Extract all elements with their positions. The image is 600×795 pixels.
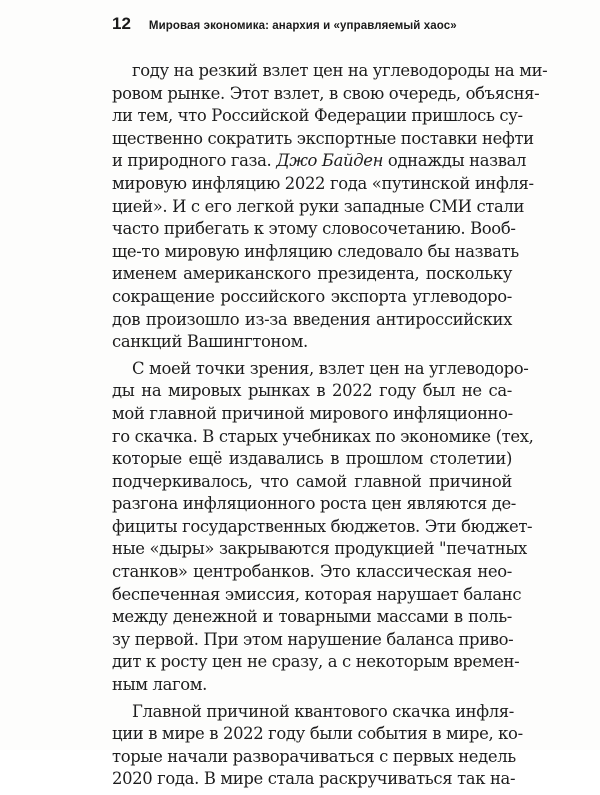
text-line: ные «дыры» закрываются продукцией "печатных — [112, 539, 527, 559]
text-line: ции в мире в 2022 году были события в мире, ко- — [112, 724, 523, 744]
text-line: между денежной и товарными массами в поль- — [112, 607, 512, 627]
paragraph — [112, 701, 523, 791]
text-line: беспеченная эмиссия, которая нарушает баланс — [112, 584, 522, 604]
text-line: именем американского президента, поскольку — [112, 264, 512, 284]
text-line: 2020 года. В мире стала раскручиваться так на- — [112, 769, 516, 789]
text-line: станков» центробанков. Это классическая нео- — [112, 562, 512, 582]
text-line: Главной причиной квантового скачка инфля- — [132, 701, 514, 721]
body-text — [112, 60, 548, 795]
text-line: сокращение российского экспорта углеводоро- — [112, 286, 512, 306]
text-line: санкций Вашингтоном. — [112, 332, 308, 352]
text-line: С моей точки зрения, взлет цен на углеводоро- — [132, 358, 529, 378]
text-line: ды на мировых рынках в 2022 году был не са- — [112, 381, 512, 401]
running-header — [112, 14, 542, 40]
text-line: щественно сократить экспортные поставки нефти — [112, 128, 534, 148]
text-line: дов произошло из-за введения антироссийских — [112, 309, 512, 329]
text-line — [112, 150, 527, 173]
text-line: го скачка. В старых учебниках по экономике (тех, — [112, 426, 534, 446]
header-title: Мировая экономика: анархия и «управляемый хаос» — [148, 20, 457, 32]
text-line: мой главной причиной мирового инфляционно- — [112, 403, 513, 423]
text-line: торые начали разворачиваться с первых недель — [112, 746, 516, 766]
text-line: цией». И с его легкой руки западные СМИ стали — [112, 196, 525, 216]
text-line: подчеркивалось, что самой главной причиной — [112, 471, 512, 491]
text-line: мировую инфляцию 2022 года «путинской инфля- — [112, 173, 534, 193]
paragraph — [112, 60, 548, 354]
text-line: которые ещё издавались в прошлом столетии) — [112, 449, 512, 469]
text-fragment: и природного газа. — [112, 151, 277, 171]
text-line: ровом рынке. Этот взлет, в свою очередь, объясня- — [112, 83, 540, 103]
text-line: году на резкий взлет цен на углеводороды на ми- — [132, 61, 548, 80]
text-line: дит к росту цен не сразу, а с некоторым времен- — [112, 652, 520, 672]
text-line: зу первой. При этом нарушение баланса приво- — [112, 629, 514, 649]
paragraph — [112, 358, 534, 697]
text-line: ным лагом. — [112, 675, 208, 695]
text-line: часто прибегать к этому словосочетанию. Вооб- — [112, 219, 516, 239]
text-line: ще-то мировую инфляцию следовало бы назвать — [112, 241, 519, 261]
text-line: ли тем, что Российской Федерации пришлось су- — [112, 106, 523, 126]
page-number: 12 — [112, 14, 131, 33]
italic-name: Джо Байден — [276, 151, 384, 171]
text-line: фициты государственных бюджетов. Эти бюджет- — [112, 516, 533, 536]
text-line: разгона инфляционного роста цен являются де- — [112, 494, 516, 514]
text-fragment: однажды назвал — [383, 151, 527, 171]
